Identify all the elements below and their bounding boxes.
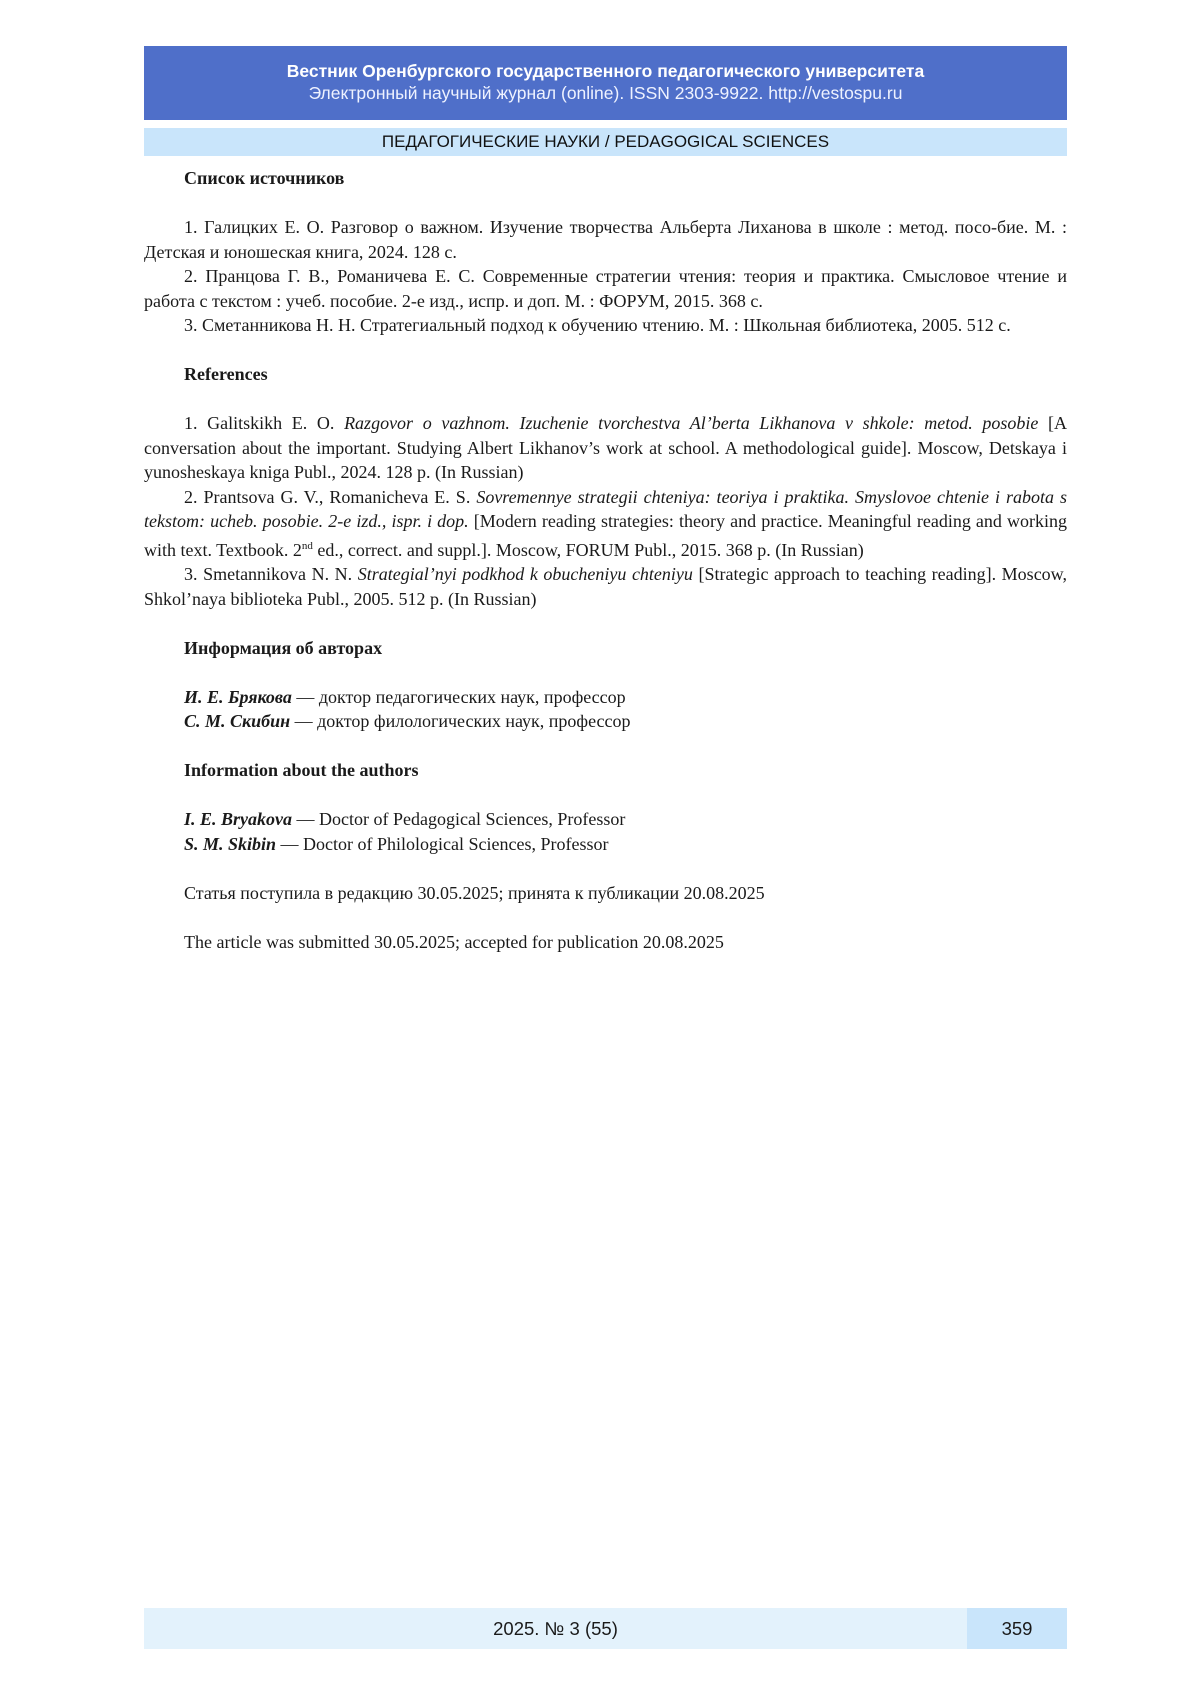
journal-subtitle: Электронный научный журнал (online). ISSN 2303-9922. http://vestospu.ru	[308, 83, 903, 103]
author-name: I. E. Bryakova	[184, 809, 292, 829]
author-line	[144, 709, 1067, 734]
author-name: S. M. Skibin	[184, 833, 277, 854]
source-item: 2. Пранцова Г. В., Романичева Е. С. Современные стратегии чтения: теория и практика. Смысловое чтение и работа с текстом : учеб. пособие. 2-е изд., испр. и доп. М. : ФОРУМ, 2015. 368 с.	[144, 266, 1067, 311]
reference-authors: 3. Smetannikova N. N.	[184, 564, 358, 584]
references-heading: References	[184, 364, 268, 384]
author-desc: — доктор педагогических наук, профессор	[291, 686, 626, 707]
issue-number: 2025. № 3 (55)	[144, 1608, 967, 1649]
source-item: 3. Сметанникова Н. Н. Стратегиальный подход к обучению чтению. М. : Школьная библиотека, 2005. 512 с.	[184, 315, 1011, 335]
reference-authors: 1. Galitskikh E. O.	[184, 413, 345, 433]
journal-title: Вестник Оренбургского государственного педагогического университета	[286, 61, 925, 81]
reference-authors: 2. Prantsova G. V., Romanicheva E. S.	[184, 486, 477, 507]
journal-header	[144, 46, 1067, 120]
author-name: И. Е. Брякова	[184, 686, 292, 707]
author-line	[144, 807, 1067, 832]
author-line	[144, 685, 1067, 710]
dates-ru: Статья поступила в редакцию 30.05.2025; принята к публикации 20.08.2025	[184, 882, 765, 903]
author-name: С. М. Скибин	[184, 711, 291, 731]
page-footer	[144, 1608, 1067, 1649]
page	[144, 46, 1067, 954]
sources-heading: Список источников	[184, 168, 345, 188]
reference-item	[144, 485, 1067, 563]
reference-details: [Strategic approach to teaching reading]. Moscow, Shkol’naya biblioteka Publ., 2005. 512 p. (In Russian)	[144, 564, 1068, 609]
dates-en: The article was submitted 30.05.2025; accepted for publication 20.08.2025	[184, 931, 724, 952]
author-desc: — Doctor of Philological Sciences, Professor	[276, 833, 609, 854]
reference-item	[144, 411, 1067, 485]
section-label: ПЕДАГОГИЧЕСКИЕ НАУКИ / PEDAGOGICAL SCIENCES	[144, 128, 1067, 156]
superscript: nd	[301, 539, 313, 552]
source-item: 1. Галицких Е. О. Разговор о важном. Изучение творчества Альберта Лиханова в школе : метод. посо-бие. М. : Детская и юношеская книга, 2024. 128 с.	[144, 217, 1067, 262]
reference-details: [Modern reading strategies: theory and practice. Meaningful reading and working with text. Textbook. 2	[144, 511, 1068, 560]
page-number: 359	[967, 1608, 1067, 1649]
reference-title: Strategial’nyi podkhod k obucheniyu chteniyu	[357, 564, 693, 584]
article-body	[144, 166, 1067, 954]
reference-details: ed., correct. and suppl.]. Moscow, FORUM Publ., 2015. 368 p. (In Russian)	[312, 539, 864, 560]
authors-en-heading: Information about the authors	[184, 760, 419, 780]
author-line	[144, 832, 1067, 857]
reference-details: [A conversation about the important. Studying Albert Likhanov’s work at school. A methodological guide]. Moscow, Detskaya i yunosheskaya kniga Publ., 2024. 128 p. (In Russian)	[144, 413, 1067, 482]
author-desc: — Doctor of Pedagogical Sciences, Professor	[292, 809, 626, 829]
authors-ru-heading: Информация об авторах	[184, 637, 383, 658]
reference-item	[144, 562, 1067, 611]
reference-title: Razgovor o vazhnom. Izuchenie tvorchestva Al’berta Likhanova v shkole: metod. posobie	[344, 413, 1039, 433]
author-desc: — доктор филологических наук, профессор	[290, 711, 631, 731]
reference-title: Sovremennye strategii chteniya: teoriya i praktika. Smyslovoe chtenie i rabota s tekstom: ucheb. posobie. 2-e izd., ispr. i dop.	[144, 486, 1067, 531]
